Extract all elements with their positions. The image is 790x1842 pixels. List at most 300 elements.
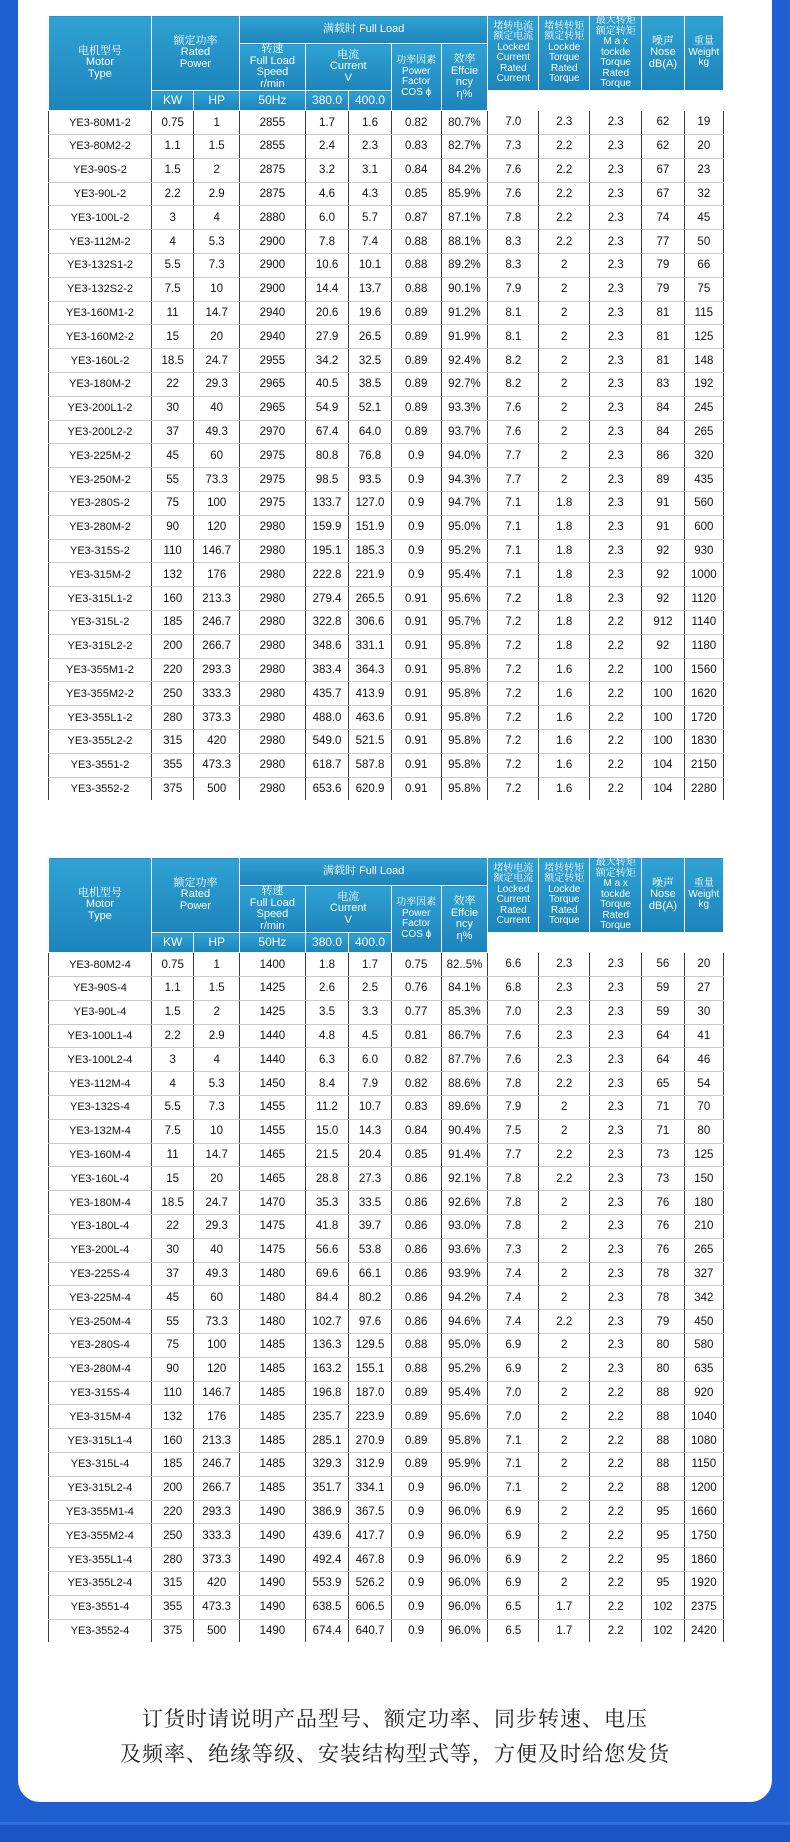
cell-weight: 66 [684,253,723,277]
table-row [49,682,724,706]
cell-efficiency: 93.6% [441,1238,488,1262]
cell-weight: 265 [684,420,723,444]
cell-power-factor: 0.89 [391,420,441,444]
header-max-torque-line: 最大转矩 [595,15,636,27]
cell-speed: 1440 [240,1024,306,1048]
cell-weight: 435 [684,468,723,492]
cell-rated-kw: 90 [151,1357,193,1381]
table-row [49,253,724,277]
cell-efficiency: 93.7% [441,420,488,444]
cell-efficiency: 84.2% [441,158,488,182]
header-motor-type-line: Motor [85,898,115,911]
table-row [49,182,724,206]
cell-noise: 81 [642,301,684,325]
cell-current-380: 102.7 [305,1310,349,1334]
cell-weight: 1200 [684,1476,723,1500]
cell-weight: 75 [684,277,723,301]
cell-efficiency: 95.8% [441,706,488,730]
cell-current-400: 20.4 [349,1143,391,1167]
header-max-torque-line: 最大转矩 [595,857,636,869]
cell-rated-hp: 146.7 [194,1381,240,1405]
cell-current-400: 52.1 [349,396,391,420]
cell-noise: 92 [642,587,684,611]
cell-current-380: 348.6 [305,634,349,658]
header-weight [684,16,723,91]
cell-noise: 67 [642,158,684,182]
cell-rated-hp: 4 [194,1048,240,1072]
header-locked-current-line: Rated [499,904,527,916]
cell-power-factor: 0.86 [391,1262,441,1286]
cell-max-torque-ratio: 2.3 [590,1333,642,1357]
cell-speed: 2975 [240,491,306,515]
cell-rated-kw: 375 [151,1619,193,1642]
header-weight-line: kg [698,57,710,69]
header-noise-line: Nose [650,888,676,901]
cell-power-factor: 0.76 [391,976,441,1000]
table-row [49,444,724,468]
cell-locked-torque-ratio: 2 [539,468,590,492]
header-speed-line: r/min [260,919,285,932]
cell-weight: 180 [684,1191,723,1215]
cell-weight: 930 [684,539,723,563]
cell-max-torque-ratio: 2.3 [590,182,642,206]
cell-rated-kw: 250 [151,682,193,706]
cell-motor-type: YE3-180M-2 [49,372,152,396]
cell-noise: 67 [642,182,684,206]
cell-rated-kw: 355 [151,753,193,777]
cell-current-400: 620.9 [349,777,391,800]
cell-weight: 1660 [684,1500,723,1524]
cell-motor-type: YE3-225M-4 [49,1286,152,1310]
cell-locked-torque-ratio: 2 [539,396,590,420]
cell-efficiency: 95.4% [441,1381,488,1405]
cell-current-400: 53.8 [349,1238,391,1262]
cell-weight: 920 [684,1381,723,1405]
cell-rated-hp: 10 [194,277,240,301]
header-380v: 380.0 [305,933,349,953]
header-locked-torque-line: Lockde [548,883,581,895]
cell-current-400: 4.3 [349,182,391,206]
order-note-line-1: 订货时请说明产品型号、额定功率、同步转速、电压 [142,1707,648,1731]
cell-motor-type: YE3-80M2-4 [49,953,152,977]
cell-speed: 2980 [240,658,306,682]
cell-rated-kw: 22 [151,1214,193,1238]
cell-motor-type: YE3-315L2-4 [49,1476,152,1500]
header-power-factor-line: Factor [402,918,431,930]
cell-weight: 1140 [684,610,723,634]
cell-rated-kw: 315 [151,729,193,753]
cell-weight: 1150 [684,1452,723,1476]
header-weight-line: kg [698,899,710,911]
cell-noise: 84 [642,396,684,420]
cell-locked-current-ratio: 6.5 [488,1595,539,1619]
cell-current-400: 364.3 [349,658,391,682]
cell-locked-current-ratio: 7.6 [488,396,539,420]
header-full-load: 满载时 Full Load [240,858,488,886]
cell-current-400: 1.7 [349,953,391,977]
cell-efficiency: 96.0% [441,1548,488,1572]
cell-max-torque-ratio: 2.3 [590,158,642,182]
cell-rated-hp: 293.3 [194,1500,240,1524]
cell-locked-current-ratio: 7.8 [488,1214,539,1238]
cell-weight: 210 [684,1214,723,1238]
header-power-factor-line: 功率因素 [396,55,437,67]
cell-current-380: 2.4 [305,134,349,158]
header-motor-type-line: Type [88,67,112,80]
cell-current-380: 7.8 [305,230,349,254]
table-row [49,1333,724,1357]
cell-power-factor: 0.82 [391,1072,441,1096]
header-max-torque-line: tockde [600,46,631,58]
cell-weight: 1620 [684,682,723,706]
cell-locked-torque-ratio: 1.6 [539,777,590,800]
header-locked-torque-line: 额定转矩 [544,873,585,885]
cell-locked-torque-ratio: 2 [539,277,590,301]
cell-rated-hp: 14.7 [194,301,240,325]
cell-max-torque-ratio: 2.3 [590,230,642,254]
cell-rated-kw: 5.5 [151,253,193,277]
cell-rated-kw: 132 [151,563,193,587]
cell-power-factor: 0.85 [391,182,441,206]
cell-noise: 92 [642,539,684,563]
cell-power-factor: 0.91 [391,587,441,611]
cell-rated-kw: 185 [151,610,193,634]
header-locked-current-line: 额定电流 [493,31,534,43]
cell-weight: 342 [684,1286,723,1310]
cell-current-380: 80.8 [305,444,349,468]
cell-speed: 2900 [240,230,306,254]
cell-rated-hp: 266.7 [194,634,240,658]
cell-current-380: 56.6 [305,1238,349,1262]
cell-locked-current-ratio: 7.6 [488,182,539,206]
cell-noise: 88 [642,1452,684,1476]
cell-locked-torque-ratio: 2 [539,1238,590,1262]
cell-efficiency: 92.4% [441,349,488,373]
cell-efficiency: 96.0% [441,1476,488,1500]
cell-max-torque-ratio: 2.3 [590,111,642,135]
cell-power-factor: 0.9 [391,1571,441,1595]
cell-locked-torque-ratio: 2.2 [539,134,590,158]
cell-current-380: 195.1 [305,539,349,563]
cell-speed: 2980 [240,634,306,658]
cell-efficiency: 90.4% [441,1119,488,1143]
cell-weight: 115 [684,301,723,325]
cell-efficiency: 92.7% [441,372,488,396]
cell-current-400: 64.0 [349,420,391,444]
cell-weight: 32 [684,182,723,206]
cell-max-torque-ratio: 2.3 [590,253,642,277]
cell-locked-current-ratio: 7.1 [488,563,539,587]
header-kw: KW [151,933,193,953]
cell-weight: 54 [684,1072,723,1096]
cell-motor-type: YE3-3551-4 [49,1595,152,1619]
cell-locked-current-ratio: 7.1 [488,1452,539,1476]
cell-rated-kw: 250 [151,1524,193,1548]
cell-weight: 450 [684,1310,723,1334]
cell-weight: 20 [684,134,723,158]
cell-speed: 1455 [240,1095,306,1119]
cell-efficiency: 87.7% [441,1048,488,1072]
cell-current-400: 417.7 [349,1524,391,1548]
cell-power-factor: 0.88 [391,1333,441,1357]
cell-max-torque-ratio: 2.3 [590,1167,642,1191]
table-row [49,301,724,325]
cell-noise: 89 [642,468,684,492]
cell-max-torque-ratio: 2.3 [590,134,642,158]
cell-locked-current-ratio: 6.6 [488,953,539,977]
cell-max-torque-ratio: 2.2 [590,1500,642,1524]
cell-rated-hp: 10 [194,1119,240,1143]
cell-efficiency: 88.1% [441,230,488,254]
header-noise-line: Nose [650,46,676,59]
cell-weight: 560 [684,491,723,515]
table-row [49,976,724,1000]
table-row [49,230,724,254]
cell-power-factor: 0.9 [391,1619,441,1642]
table-row [49,158,724,182]
cell-max-torque-ratio: 2.3 [590,444,642,468]
header-max-torque-line: M a x [603,36,628,48]
cell-power-factor: 0.89 [391,301,441,325]
cell-current-380: 638.5 [305,1595,349,1619]
cell-speed: 2975 [240,444,306,468]
cell-power-factor: 0.82 [391,1048,441,1072]
cell-current-380: 11.2 [305,1095,349,1119]
cell-locked-current-ratio: 7.7 [488,468,539,492]
cell-speed: 1485 [240,1357,306,1381]
cell-motor-type: YE3-355L1-4 [49,1548,152,1572]
cell-motor-type: YE3-3552-2 [49,777,152,800]
cell-locked-current-ratio: 7.7 [488,1143,539,1167]
table-row [49,1167,724,1191]
cell-weight: 125 [684,325,723,349]
cell-rated-hp: 29.3 [194,372,240,396]
cell-current-380: 549.0 [305,729,349,753]
cell-current-400: 2.3 [349,134,391,158]
cell-rated-kw: 2.2 [151,1024,193,1048]
cell-rated-kw: 11 [151,301,193,325]
cell-locked-current-ratio: 7.9 [488,277,539,301]
cell-power-factor: 0.89 [391,372,441,396]
cell-motor-type: YE3-355L2-2 [49,729,152,753]
cell-locked-current-ratio: 7.8 [488,1167,539,1191]
cell-noise: 81 [642,349,684,373]
cell-max-torque-ratio: 2.3 [590,1072,642,1096]
cell-max-torque-ratio: 2.3 [590,563,642,587]
cell-power-factor: 0.9 [391,468,441,492]
cell-rated-hp: 7.3 [194,1095,240,1119]
cell-noise: 104 [642,777,684,800]
cell-locked-current-ratio: 7.2 [488,777,539,800]
header-locked-current [488,858,539,933]
cell-current-380: 6.0 [305,206,349,230]
cell-current-380: 27.9 [305,325,349,349]
table-row [49,1500,724,1524]
cell-efficiency: 95.2% [441,539,488,563]
cell-locked-current-ratio: 7.2 [488,753,539,777]
cell-motor-type: YE3-160L-2 [49,349,152,373]
cell-efficiency: 90.1% [441,277,488,301]
cell-max-torque-ratio: 2.3 [590,1191,642,1215]
cell-speed: 2980 [240,610,306,634]
cell-speed: 2980 [240,563,306,587]
cell-rated-hp: 146.7 [194,539,240,563]
cell-motor-type: YE3-280M-2 [49,515,152,539]
cell-rated-kw: 15 [151,1167,193,1191]
cell-noise: 77 [642,230,684,254]
cell-rated-kw: 1.1 [151,134,193,158]
table-row [49,1072,724,1096]
cell-noise: 88 [642,1429,684,1453]
cell-locked-torque-ratio: 2 [539,1524,590,1548]
cell-current-400: 3.3 [349,1000,391,1024]
cell-noise: 79 [642,277,684,301]
cell-efficiency: 92.1% [441,1167,488,1191]
cell-power-factor: 0.91 [391,706,441,730]
cell-locked-torque-ratio: 2.3 [539,1000,590,1024]
cell-locked-torque-ratio: 1.7 [539,1595,590,1619]
cell-locked-current-ratio: 7.3 [488,1238,539,1262]
header-current-line: Current [329,60,367,73]
cell-max-torque-ratio: 2.2 [590,1429,642,1453]
cell-rated-hp: 473.3 [194,753,240,777]
cell-locked-torque-ratio: 1.6 [539,753,590,777]
cell-noise: 84 [642,420,684,444]
cell-current-380: 386.9 [305,1500,349,1524]
cell-current-400: 6.0 [349,1048,391,1072]
header-weight-line: 重量 [693,36,714,48]
cell-speed: 1450 [240,1072,306,1096]
cell-rated-kw: 1.5 [151,158,193,182]
cell-max-torque-ratio: 2.2 [590,753,642,777]
cell-efficiency: 84.1% [441,976,488,1000]
cell-motor-type: YE3-132S-4 [49,1095,152,1119]
cell-locked-torque-ratio: 2 [539,1429,590,1453]
cell-motor-type: YE3-3552-4 [49,1619,152,1642]
header-weight-line: Weight [688,888,720,900]
header-efficiency-line: Effcie [450,64,479,77]
cell-locked-torque-ratio: 2 [539,1191,590,1215]
cell-locked-torque-ratio: 1.6 [539,706,590,730]
cell-rated-kw: 110 [151,539,193,563]
header-rated-power [151,858,239,933]
cell-max-torque-ratio: 2.2 [590,1452,642,1476]
cell-locked-current-ratio: 8.1 [488,325,539,349]
cell-power-factor: 0.9 [391,539,441,563]
cell-locked-torque-ratio: 2 [539,444,590,468]
cell-max-torque-ratio: 2.3 [590,277,642,301]
cell-rated-hp: 24.7 [194,1191,240,1215]
cell-current-380: 41.8 [305,1214,349,1238]
cell-motor-type: YE3-100L1-4 [49,1024,152,1048]
cell-noise: 76 [642,1214,684,1238]
cell-speed: 1490 [240,1548,306,1572]
cell-rated-kw: 1.1 [151,976,193,1000]
cell-max-torque-ratio: 2.2 [590,1381,642,1405]
cell-locked-torque-ratio: 2.2 [539,206,590,230]
table-row [49,1286,724,1310]
cell-speed: 1465 [240,1167,306,1191]
cell-noise: 102 [642,1595,684,1619]
cell-efficiency: 96.0% [441,1571,488,1595]
cell-locked-torque-ratio: 2.2 [539,182,590,206]
cell-current-400: 3.1 [349,158,391,182]
cell-noise: 88 [642,1405,684,1429]
table-row [49,491,724,515]
cell-locked-torque-ratio: 2.3 [539,111,590,135]
cell-locked-torque-ratio: 2.2 [539,1072,590,1096]
header-locked-torque-line: Rated [550,904,578,916]
header-power-factor-line: COS ɸ [401,86,432,98]
cell-efficiency: 91.4% [441,1143,488,1167]
cell-speed: 1485 [240,1452,306,1476]
cell-efficiency: 95.6% [441,1405,488,1429]
cell-rated-kw: 30 [151,396,193,420]
cell-max-torque-ratio: 2.3 [590,1119,642,1143]
cell-rated-kw: 30 [151,1238,193,1262]
cell-motor-type: YE3-90L-2 [49,182,152,206]
cell-locked-current-ratio: 7.4 [488,1286,539,1310]
cell-motor-type: YE3-225S-4 [49,1262,152,1286]
cell-locked-current-ratio: 8.1 [488,301,539,325]
cell-current-400: 38.5 [349,372,391,396]
cell-noise: 91 [642,491,684,515]
header-current-line: 电流 [337,890,360,903]
header-motor-type-line: Type [88,909,112,922]
cell-locked-current-ratio: 7.6 [488,158,539,182]
cell-weight: 2150 [684,753,723,777]
cell-speed: 1490 [240,1595,306,1619]
cell-rated-kw: 0.75 [151,953,193,977]
cell-locked-current-ratio: 6.9 [488,1571,539,1595]
cell-locked-current-ratio: 7.4 [488,1262,539,1286]
cell-rated-kw: 3 [151,206,193,230]
header-380v: 380.0 [305,91,349,111]
cell-locked-torque-ratio: 2 [539,1452,590,1476]
cell-max-torque-ratio: 2.3 [590,515,642,539]
cell-locked-torque-ratio: 2 [539,1119,590,1143]
cell-max-torque-ratio: 2.2 [590,610,642,634]
cell-motor-type: YE3-90S-4 [49,976,152,1000]
cell-motor-type: YE3-132S1-2 [49,253,152,277]
cell-speed: 2900 [240,277,306,301]
cell-efficiency: 93.0% [441,1214,488,1238]
header-locked-torque-line: 额定转矩 [544,31,585,43]
cell-locked-torque-ratio: 2.2 [539,1167,590,1191]
cell-locked-torque-ratio: 2 [539,372,590,396]
cell-current-400: 129.5 [349,1333,391,1357]
cell-current-380: 439.6 [305,1524,349,1548]
cell-efficiency: 95.7% [441,610,488,634]
header-efficiency [441,886,488,953]
cell-efficiency: 96.0% [441,1500,488,1524]
cell-locked-current-ratio: 7.0 [488,1405,539,1429]
cell-rated-kw: 7.5 [151,277,193,301]
cell-locked-torque-ratio: 1.8 [539,539,590,563]
table-row [49,1452,724,1476]
cell-current-380: 1.7 [305,111,349,135]
header-rated-power-line: 额定功率 [173,34,218,47]
cell-power-factor: 0.91 [391,658,441,682]
cell-locked-current-ratio: 7.2 [488,729,539,753]
cell-current-400: 80.2 [349,1286,391,1310]
header-max-torque-line: Torque [600,57,631,69]
cell-rated-hp: 5.3 [194,230,240,254]
cell-motor-type: YE3-132M-4 [49,1119,152,1143]
cell-power-factor: 0.89 [391,1452,441,1476]
cell-locked-current-ratio: 6.9 [488,1500,539,1524]
cell-current-400: 270.9 [349,1429,391,1453]
